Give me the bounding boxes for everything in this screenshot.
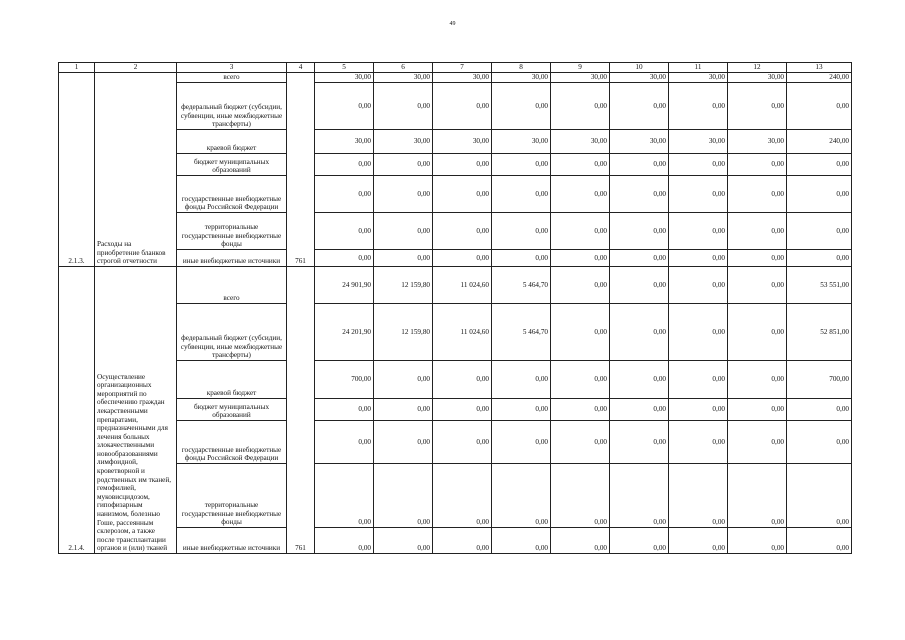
table-row — [59, 399, 852, 421]
amount-cell: 24 201,90 — [315, 304, 374, 361]
amount-cell: 0,00 — [433, 83, 492, 130]
funding-source: федеральный бюджет (субсидии, субвенции, иные межбюджетные трансферты) — [177, 304, 287, 361]
column-number: 8 — [492, 63, 551, 73]
table-row — [59, 267, 852, 304]
item-code: 2.1.4. — [59, 267, 95, 554]
amount-cell: 0,00 — [728, 361, 787, 399]
amount-cell: 0,00 — [610, 421, 669, 464]
column-number: 6 — [374, 63, 433, 73]
amount-cell: 0,00 — [315, 213, 374, 250]
amount-cell: 0,00 — [315, 399, 374, 421]
amount-cell: 0,00 — [551, 83, 610, 130]
amount-cell: 30,00 — [492, 73, 551, 83]
amount-cell: 0,00 — [492, 464, 551, 528]
funding-source: всего — [177, 73, 287, 83]
column-number: 13 — [787, 63, 852, 73]
column-number: 2 — [95, 63, 177, 73]
amount-cell: 0,00 — [728, 154, 787, 176]
item-name: Осуществление организационных мероприятий по обеспечению граждан лекарственными препаратами, предназначенными для лечения больных злокачественными новообразованиями лимфоидной, кроветворной и родственных им тканей, гемофилией, муковисцидозом, гипофизарным нанизмом, болезнью Гоше, рассеянным склерозом, а также после трансплантации органов и (или) тканей — [95, 267, 177, 554]
amount-cell: 0,00 — [374, 176, 433, 213]
table-row — [59, 213, 852, 250]
amount-cell: 0,00 — [728, 528, 787, 554]
column-number: 5 — [315, 63, 374, 73]
amount-cell: 0,00 — [551, 250, 610, 267]
amount-cell: 0,00 — [728, 83, 787, 130]
amount-cell: 240,00 — [787, 73, 852, 83]
amount-cell: 0,00 — [728, 421, 787, 464]
amount-cell: 240,00 — [787, 130, 852, 154]
funding-source: иные внебюджетные источники — [177, 528, 287, 554]
amount-cell: 0,00 — [374, 213, 433, 250]
table-row — [59, 464, 852, 528]
table-row — [59, 73, 852, 83]
amount-cell: 0,00 — [787, 250, 852, 267]
column-number: 10 — [610, 63, 669, 73]
amount-cell: 0,00 — [315, 250, 374, 267]
amount-cell: 0,00 — [492, 421, 551, 464]
amount-cell: 0,00 — [433, 399, 492, 421]
amount-cell: 30,00 — [610, 130, 669, 154]
amount-cell: 0,00 — [610, 154, 669, 176]
amount-cell: 5 464,70 — [492, 304, 551, 361]
funding-source: федеральный бюджет (субсидии, субвенции, иные межбюджетные трансферты) — [177, 83, 287, 130]
amount-cell: 0,00 — [374, 528, 433, 554]
amount-cell: 0,00 — [551, 213, 610, 250]
amount-cell: 12 159,80 — [374, 267, 433, 304]
amount-cell: 0,00 — [728, 304, 787, 361]
amount-cell: 0,00 — [551, 267, 610, 304]
funding-source: бюджет муниципальных образований — [177, 399, 287, 421]
budget-table — [58, 62, 852, 554]
column-number: 4 — [287, 63, 315, 73]
amount-cell: 11 024,60 — [433, 304, 492, 361]
column-number: 7 — [433, 63, 492, 73]
amount-cell: 11 024,60 — [433, 267, 492, 304]
funding-source: территориальные государственные внебюджетные фонды — [177, 213, 287, 250]
amount-cell: 0,00 — [492, 361, 551, 399]
amount-cell: 0,00 — [551, 421, 610, 464]
funding-source: бюджет муниципальных образований — [177, 154, 287, 176]
amount-cell: 30,00 — [374, 130, 433, 154]
amount-cell: 0,00 — [315, 528, 374, 554]
amount-cell: 0,00 — [433, 361, 492, 399]
column-number: 9 — [551, 63, 610, 73]
amount-cell: 0,00 — [728, 250, 787, 267]
amount-cell: 0,00 — [610, 83, 669, 130]
amount-cell: 0,00 — [374, 250, 433, 267]
table-row — [59, 83, 852, 130]
amount-cell: 0,00 — [787, 528, 852, 554]
amount-cell: 0,00 — [610, 250, 669, 267]
amount-cell: 0,00 — [315, 154, 374, 176]
amount-cell: 0,00 — [787, 213, 852, 250]
table-row — [59, 304, 852, 361]
amount-cell: 0,00 — [728, 464, 787, 528]
amount-cell: 0,00 — [551, 154, 610, 176]
table-row — [59, 421, 852, 464]
amount-cell: 0,00 — [492, 250, 551, 267]
amount-cell: 52 851,00 — [787, 304, 852, 361]
amount-cell: 0,00 — [492, 154, 551, 176]
amount-cell: 0,00 — [551, 176, 610, 213]
amount-cell: 0,00 — [315, 464, 374, 528]
amount-cell: 0,00 — [433, 154, 492, 176]
amount-cell: 700,00 — [315, 361, 374, 399]
amount-cell: 30,00 — [492, 130, 551, 154]
amount-cell: 0,00 — [669, 250, 728, 267]
amount-cell: 0,00 — [787, 83, 852, 130]
amount-cell: 0,00 — [551, 464, 610, 528]
amount-cell: 0,00 — [787, 464, 852, 528]
funding-source: территориальные государственные внебюджетные фонды — [177, 464, 287, 528]
amount-cell: 0,00 — [374, 83, 433, 130]
funding-source: всего — [177, 267, 287, 304]
amount-cell: 30,00 — [669, 73, 728, 83]
amount-cell: 0,00 — [669, 304, 728, 361]
amount-cell: 24 901,90 — [315, 267, 374, 304]
amount-cell: 0,00 — [728, 176, 787, 213]
amount-cell: 0,00 — [433, 421, 492, 464]
header-row — [59, 63, 852, 73]
amount-cell: 0,00 — [551, 361, 610, 399]
amount-cell: 0,00 — [610, 304, 669, 361]
amount-cell: 0,00 — [610, 528, 669, 554]
amount-cell: 0,00 — [433, 250, 492, 267]
amount-cell: 0,00 — [669, 83, 728, 130]
amount-cell: 30,00 — [669, 130, 728, 154]
amount-cell: 0,00 — [728, 213, 787, 250]
amount-cell: 700,00 — [787, 361, 852, 399]
table-row — [59, 176, 852, 213]
amount-cell: 0,00 — [551, 304, 610, 361]
amount-cell: 0,00 — [610, 399, 669, 421]
amount-cell: 0,00 — [669, 399, 728, 421]
amount-cell: 0,00 — [374, 421, 433, 464]
amount-cell: 0,00 — [374, 399, 433, 421]
amount-cell: 0,00 — [374, 361, 433, 399]
column-number: 1 — [59, 63, 95, 73]
grbs-code: 761 — [287, 73, 315, 267]
amount-cell: 0,00 — [492, 213, 551, 250]
amount-cell: 30,00 — [551, 73, 610, 83]
column-number: 3 — [177, 63, 287, 73]
column-number: 11 — [669, 63, 728, 73]
amount-cell: 0,00 — [728, 399, 787, 421]
amount-cell: 0,00 — [374, 154, 433, 176]
amount-cell: 0,00 — [669, 267, 728, 304]
amount-cell: 30,00 — [315, 73, 374, 83]
amount-cell: 0,00 — [787, 399, 852, 421]
amount-cell: 30,00 — [433, 130, 492, 154]
amount-cell: 0,00 — [669, 176, 728, 213]
amount-cell: 0,00 — [787, 421, 852, 464]
amount-cell: 0,00 — [610, 464, 669, 528]
amount-cell: 0,00 — [433, 213, 492, 250]
amount-cell: 30,00 — [728, 73, 787, 83]
amount-cell: 0,00 — [374, 464, 433, 528]
amount-cell: 30,00 — [728, 130, 787, 154]
table-row — [59, 528, 852, 554]
amount-cell: 0,00 — [551, 399, 610, 421]
amount-cell: 0,00 — [492, 399, 551, 421]
amount-cell: 0,00 — [610, 176, 669, 213]
amount-cell: 0,00 — [315, 176, 374, 213]
column-number: 12 — [728, 63, 787, 73]
amount-cell: 0,00 — [433, 464, 492, 528]
amount-cell: 0,00 — [669, 464, 728, 528]
amount-cell: 0,00 — [610, 361, 669, 399]
amount-cell: 0,00 — [669, 154, 728, 176]
amount-cell: 0,00 — [787, 154, 852, 176]
table-row — [59, 130, 852, 154]
amount-cell: 0,00 — [315, 421, 374, 464]
amount-cell: 0,00 — [433, 528, 492, 554]
amount-cell: 0,00 — [610, 267, 669, 304]
amount-cell: 0,00 — [610, 213, 669, 250]
funding-source: иные внебюджетные источники — [177, 250, 287, 267]
amount-cell: 12 159,80 — [374, 304, 433, 361]
grbs-code: 761 — [287, 267, 315, 554]
funding-source: краевой бюджет — [177, 361, 287, 399]
amount-cell: 0,00 — [315, 83, 374, 130]
page-number: 49 — [449, 21, 456, 27]
funding-source: государственные внебюджетные фонды Российской Федерации — [177, 421, 287, 464]
amount-cell: 30,00 — [374, 73, 433, 83]
funding-source: государственные внебюджетные фонды Российской Федерации — [177, 176, 287, 213]
table-row — [59, 361, 852, 399]
amount-cell: 0,00 — [492, 83, 551, 130]
item-name: Расходы на приобретение бланков строгой отчетности — [95, 73, 177, 267]
item-code: 2.1.3. — [59, 73, 95, 267]
amount-cell: 0,00 — [492, 176, 551, 213]
amount-cell: 0,00 — [551, 528, 610, 554]
amount-cell: 5 464,70 — [492, 267, 551, 304]
amount-cell: 0,00 — [492, 528, 551, 554]
table-row — [59, 250, 852, 267]
amount-cell: 0,00 — [669, 213, 728, 250]
amount-cell: 30,00 — [551, 130, 610, 154]
amount-cell: 30,00 — [610, 73, 669, 83]
amount-cell: 0,00 — [787, 176, 852, 213]
funding-source: краевой бюджет — [177, 130, 287, 154]
amount-cell: 0,00 — [669, 528, 728, 554]
amount-cell: 0,00 — [728, 267, 787, 304]
amount-cell: 0,00 — [669, 421, 728, 464]
table-row — [59, 154, 852, 176]
amount-cell: 30,00 — [433, 73, 492, 83]
amount-cell: 53 551,00 — [787, 267, 852, 304]
amount-cell: 0,00 — [433, 176, 492, 213]
amount-cell: 30,00 — [315, 130, 374, 154]
amount-cell: 0,00 — [669, 361, 728, 399]
